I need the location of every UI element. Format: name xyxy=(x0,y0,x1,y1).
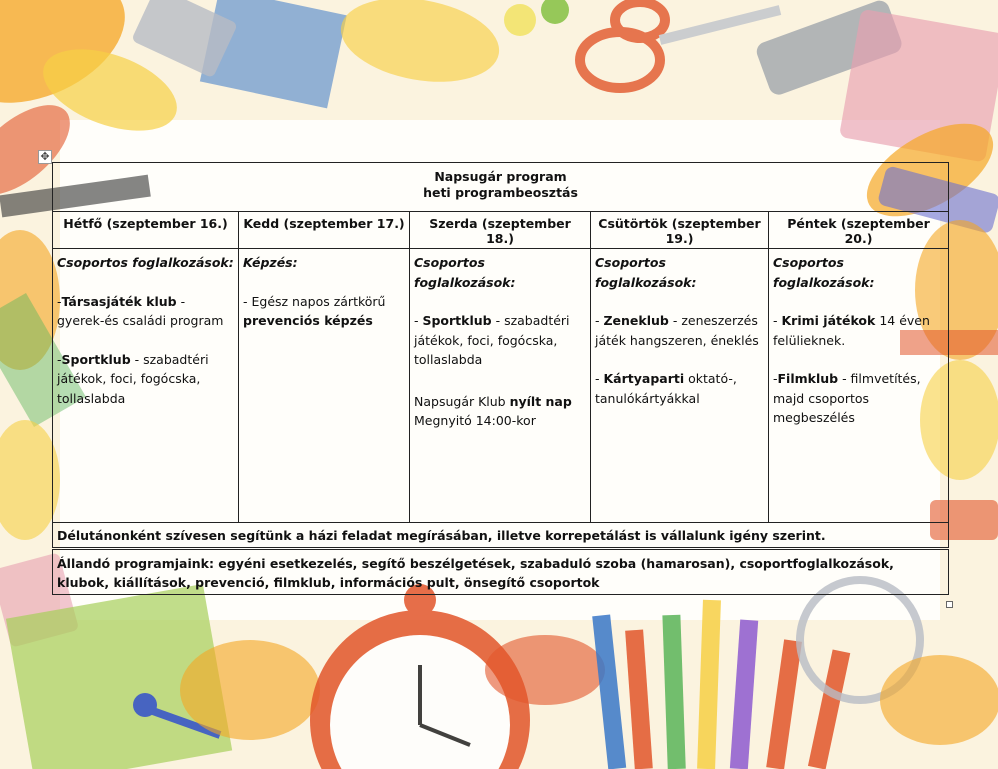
table-resize-handle[interactable] xyxy=(946,601,953,608)
friday-cell xyxy=(769,249,949,523)
monday-heading: Csoportos foglalkozások: xyxy=(57,255,234,270)
permanent-programs: Állandó programjaink: egyéni esetkezelés, segítő beszélgetések, szabaduló szoba (hamarosan), csoportfoglalkozások, klubok, kiállítások, prevenció, filmklub, információs pult, önsegítő csoportok xyxy=(53,549,949,595)
monday-item-2: -Sportklub - szabadtéri játékok, foci, fogócska, tollaslabda xyxy=(57,351,209,406)
permanent-row xyxy=(53,549,949,595)
program-subtitle: heti programbeosztás xyxy=(423,185,578,200)
thursday-heading: Csoportos foglalkozások: xyxy=(595,255,697,290)
friday-item-1: - Krimi játékok 14 éven felülieknek. xyxy=(773,313,930,348)
note-row xyxy=(53,523,949,549)
tuesday-cell xyxy=(239,249,410,523)
monday-cell xyxy=(53,249,239,523)
day-header-friday: Péntek (szeptember 20.) xyxy=(769,212,949,249)
table-move-handle-icon[interactable]: ✥ xyxy=(38,150,52,164)
day-header-thursday: Csütörtök (szeptember 19.) xyxy=(591,212,769,249)
weekly-schedule-table xyxy=(52,162,949,595)
homework-help-note: Délutánonként szívesen segítünk a házi feladat megírásában, illetve korrepetálást is vállalunk igény szerint. xyxy=(53,523,949,549)
thursday-item-1: - Zeneklub - zeneszerzés játék hangszeren, éneklés xyxy=(595,313,759,348)
friday-heading: Csoportos foglalkozások: xyxy=(773,255,875,290)
wednesday-opening-time: Megnyitó 14:00-kor xyxy=(414,413,536,428)
tuesday-item-1: - Egész napos zártkörű prevenciós képzés xyxy=(243,293,386,328)
monday-item-1: -Társasjáték klub - gyerek-és családi program xyxy=(57,293,224,328)
wednesday-open-day: Napsugár Klub nyílt nap xyxy=(414,393,572,409)
friday-item-2: -Filmklub - filmvetítés, majd csoportos megbeszélés xyxy=(773,371,921,425)
wednesday-item-1: - Sportklub - szabadtéri játékok, foci, fogócska, tollaslabda xyxy=(414,313,570,367)
day-header-wednesday: Szerda (szeptember 18.) xyxy=(410,212,591,249)
title-row xyxy=(53,163,949,212)
title-cell xyxy=(53,163,949,212)
day-header-row xyxy=(53,212,949,249)
program-title: Napsugár program xyxy=(434,169,567,184)
thursday-item-2: - Kártyaparti oktató-, tanulókártyákkal xyxy=(595,371,737,406)
day-header-monday: Hétfő (szeptember 16.) xyxy=(53,212,239,249)
day-header-tuesday: Kedd (szeptember 17.) xyxy=(239,212,410,249)
wednesday-heading: Csoportos foglalkozások: xyxy=(414,255,516,290)
tuesday-heading: Képzés: xyxy=(243,255,298,270)
wednesday-cell xyxy=(410,249,591,523)
content-row xyxy=(53,249,949,523)
thursday-cell xyxy=(591,249,769,523)
